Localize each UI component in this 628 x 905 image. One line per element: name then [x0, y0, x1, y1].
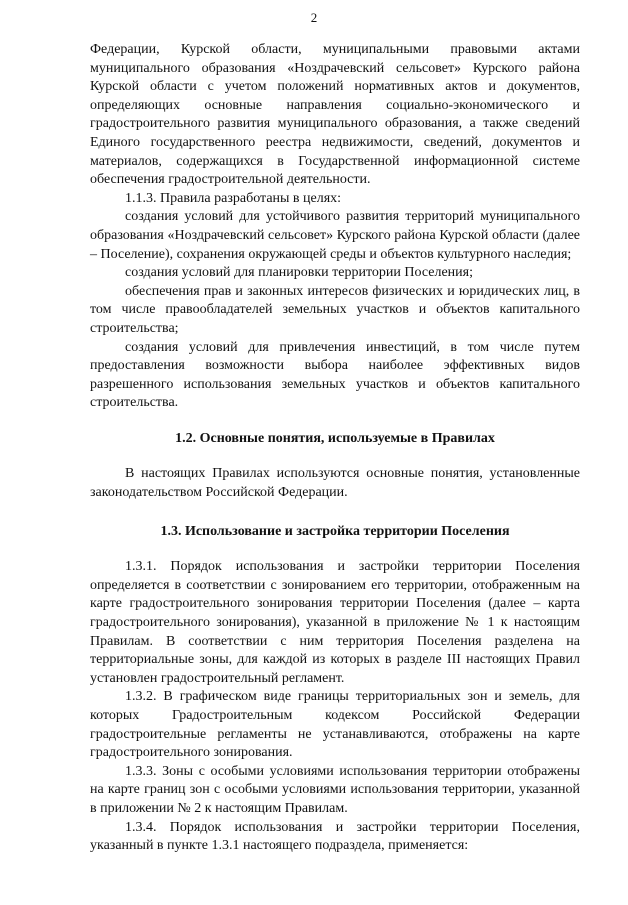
paragraph: В настоящих Правилах используются основные понятия, установленные законодательством Российской Федерации. — [90, 466, 580, 501]
paragraph: создания условий для планировки территории Поселения; — [125, 265, 473, 281]
paragraph: 1.3.1. Порядок использования и застройки территории Поселения определяется в соответствии с зонированием его территории, отображенным на карте градостроительного зонирования территории Поселения (далее – карта градостроительного зонирования), указанной в приложение № 1 к настоящим Правилам. В соответствии с ним территория Поселения разделена на территориальные зоны, для каждой из которых в разделе III настоящих Правил установлен градостроительный регламент. — [90, 559, 580, 686]
paragraph: 1.1.3. Правила разработаны в целях: — [125, 190, 342, 206]
paragraph: создания условий для устойчивого развития территорий муниципального образования «Ноздрачевский сельсовет» Курского района Курской области (далее – Поселение), сохранения окружающей среды и объектов культурного наследия; — [90, 209, 580, 262]
document-body — [90, 41, 580, 856]
paragraph: 1.3.4. Порядок использования и застройки территории Поселения, указанный в пункте 1.3.1 настоящего подраздела, применяется: — [90, 819, 580, 854]
section-heading: 1.3. Использование и застройка территории Поселения — [160, 523, 510, 539]
page-number: 2 — [310, 10, 318, 25]
paragraph: 1.3.2. В графическом виде границы территориальных зон и земель, для которых Градостроительным кодексом Российской Федерации градостроительные регламенты не устанавливаются, отображены на карте градостроительного зонирования. — [90, 689, 580, 761]
paragraph: создания условий для привлечения инвестиций, в том числе путем предоставления возможности выбора наиболее эффективных видов разрешенного использования земельных участков и объектов капитального строительства. — [90, 339, 580, 411]
section-heading: 1.2. Основные понятия, используемые в Правилах — [175, 430, 495, 446]
paragraph: обеспечения прав и законных интересов физических и юридических лиц, в том числе правообладателей земельных участков и объектов капитального строительства; — [90, 283, 580, 336]
paragraph: 1.3.3. Зоны с особыми условиями использования территории отображены на карте границ зон с особыми условиями использования территории, указанной в приложении № 2 к настоящим Правилам. — [90, 763, 580, 816]
paragraph: Федерации, Курской области, муниципальными правовыми актами муниципального образования «Ноздрачевский сельсовет» Курского района Курской области с учетом положений нормативных актов и документов, определяющих основные направления социально-экономического и градостроительного развития муниципального образования, а также сведений Единого государственного реестра недвижимости, сведений, документов и материалов, содержащихся в Государственной информационной системе обеспечения градостроительной деятельности. — [90, 42, 580, 188]
